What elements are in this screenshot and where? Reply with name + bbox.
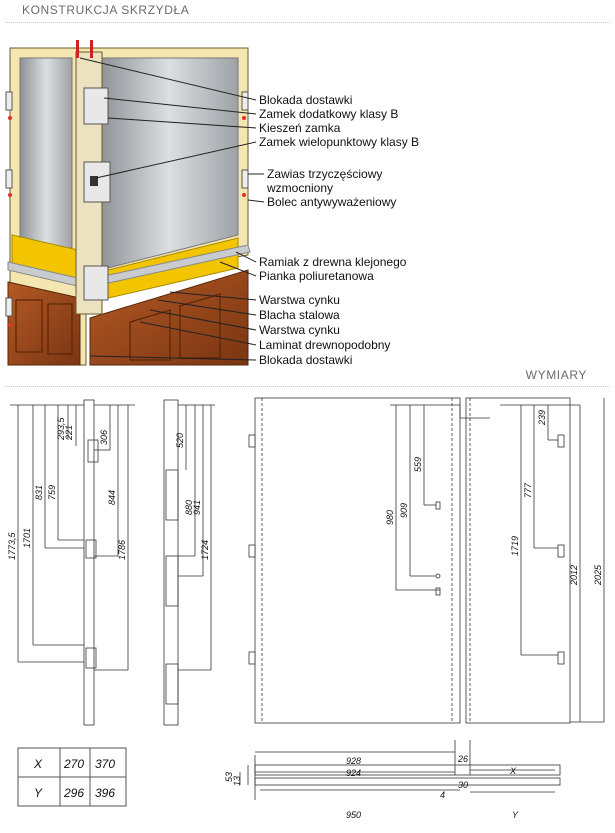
view1-lock-low [86, 648, 96, 668]
label-laminat: Laminat drewnopodobny [259, 338, 391, 352]
dimensions-section-title: WYMIARY [525, 368, 587, 382]
dim-b-13: 13 [232, 775, 242, 786]
table-row-label-x: X [34, 757, 43, 771]
section-bar-bottom [255, 778, 560, 785]
anti-lift-pin [8, 323, 12, 327]
dim-v1-831: 831 [34, 484, 44, 500]
dim-v4-2012: 2012 [569, 564, 579, 585]
view1-lock-mid [86, 540, 96, 558]
hinge-mark [249, 652, 255, 664]
label-zawias-cont: wzmocniony [267, 181, 334, 195]
label-blacha-stalowa: Blacha stalowa [259, 308, 340, 322]
rod-red [76, 40, 79, 58]
label-warstwa-cynku-2: Warstwa cynku [259, 323, 340, 337]
label-zamek-dodatkowy: Zamek dodatkowy klasy B [259, 107, 399, 121]
door-cutaway [6, 40, 250, 365]
view3-handle-lower [436, 588, 440, 595]
label-kieszen-zamka: Kieszeń zamka [259, 121, 341, 135]
dim-b-924: 924 [346, 768, 362, 778]
hinge-mark [558, 545, 564, 557]
dim-v1-293: 293,5 [56, 417, 66, 440]
size-table [18, 748, 126, 806]
dimension-geometry [10, 398, 604, 800]
view3-door-front [255, 398, 460, 723]
table-row-label-y: Y [34, 786, 43, 800]
dim-b-y: Y [512, 810, 519, 820]
anti-lift-pin [242, 116, 246, 120]
dim-b-53: 53 [224, 771, 234, 782]
anti-lift-pin [242, 193, 246, 197]
dim-v2-941: 941 [192, 499, 202, 515]
view4-door-back [466, 398, 570, 723]
label-pianka: Pianka poliuretanowa [259, 269, 374, 283]
label-zawias: Zawias trzyczęściowy [267, 167, 383, 181]
view3-handle-upper [436, 502, 440, 509]
label-zamek-wielopunktowy: Zamek wielopunktowy klasy B [259, 135, 420, 149]
dim-v1-844: 844 [107, 489, 117, 505]
view3-cylinder [436, 574, 440, 578]
dim-v3-980: 980 [385, 509, 395, 525]
dim-b-x: X [510, 766, 517, 776]
dim-b-4: 4 [440, 790, 446, 800]
label-bolec: Bolec antywyważeniowy [267, 195, 397, 209]
table-cell: 296 [64, 786, 85, 800]
dim-v4-239: 239 [537, 409, 547, 425]
dim-b-30: 30 [458, 780, 469, 790]
dim-b-26: 26 [458, 754, 469, 764]
hinge-mark [558, 652, 564, 664]
label-warstwa-cynku-1: Warstwa cynku [259, 293, 340, 307]
bottom-lock-box [84, 266, 108, 300]
view2-hinge-mid [166, 556, 178, 606]
table-cell: 396 [95, 786, 116, 800]
dim-v2-880: 880 [184, 499, 194, 515]
hinge-left [6, 92, 12, 110]
dim-v1-1773: 1773,5 [7, 532, 17, 560]
extra-lock-box [84, 88, 108, 124]
hinge-right [242, 170, 248, 188]
dim-v1-1786: 1786 [117, 539, 127, 560]
table-cell: 370 [95, 757, 116, 771]
hinge-left [6, 170, 12, 188]
construction-section-title: KONSTRUKCJA SKRZYDŁA [22, 3, 190, 17]
rod-red [90, 40, 93, 58]
steel-panel-right [100, 58, 238, 270]
dim-v4-777: 777 [523, 482, 533, 498]
hinge-mark [558, 435, 564, 447]
view1-lock-upper [88, 440, 98, 462]
dim-v4-1719: 1719 [510, 535, 520, 556]
construction-labels [259, 93, 419, 367]
dim-v1-1701: 1701 [22, 527, 32, 548]
dim-v2-1724: 1724 [200, 539, 210, 560]
label-blokada-dostawki-2: Blokada dostawki [259, 353, 353, 367]
view1-edge-profile [84, 400, 94, 725]
hinge-mark [249, 545, 255, 557]
dim-v1-306: 306 [99, 429, 109, 445]
hinge-left [6, 298, 12, 316]
label-blokada-dostawki: Blokada dostawki [259, 93, 353, 107]
dim-v4-2025: 2025 [593, 564, 603, 585]
dim-v3-909: 909 [399, 502, 409, 518]
view2-hinge-low [166, 664, 178, 704]
dim-v1-759: 759 [47, 484, 57, 500]
dim-b-928: 928 [346, 756, 362, 766]
hinge-mark [249, 435, 255, 447]
table-cell: 270 [64, 757, 85, 771]
anti-lift-pin [8, 193, 12, 197]
dim-b-950: 950 [346, 810, 362, 820]
anti-lift-pin [8, 116, 12, 120]
hinge-right [242, 92, 248, 110]
dim-v3-559: 559 [413, 456, 423, 472]
dim-v1-221: 221 [64, 424, 74, 440]
view2-hinge-top [166, 470, 178, 520]
dim-v2-520: 520 [175, 432, 185, 448]
label-ramiak: Ramiak z drewna klejonego [259, 255, 407, 269]
steel-panel-left [20, 58, 72, 248]
